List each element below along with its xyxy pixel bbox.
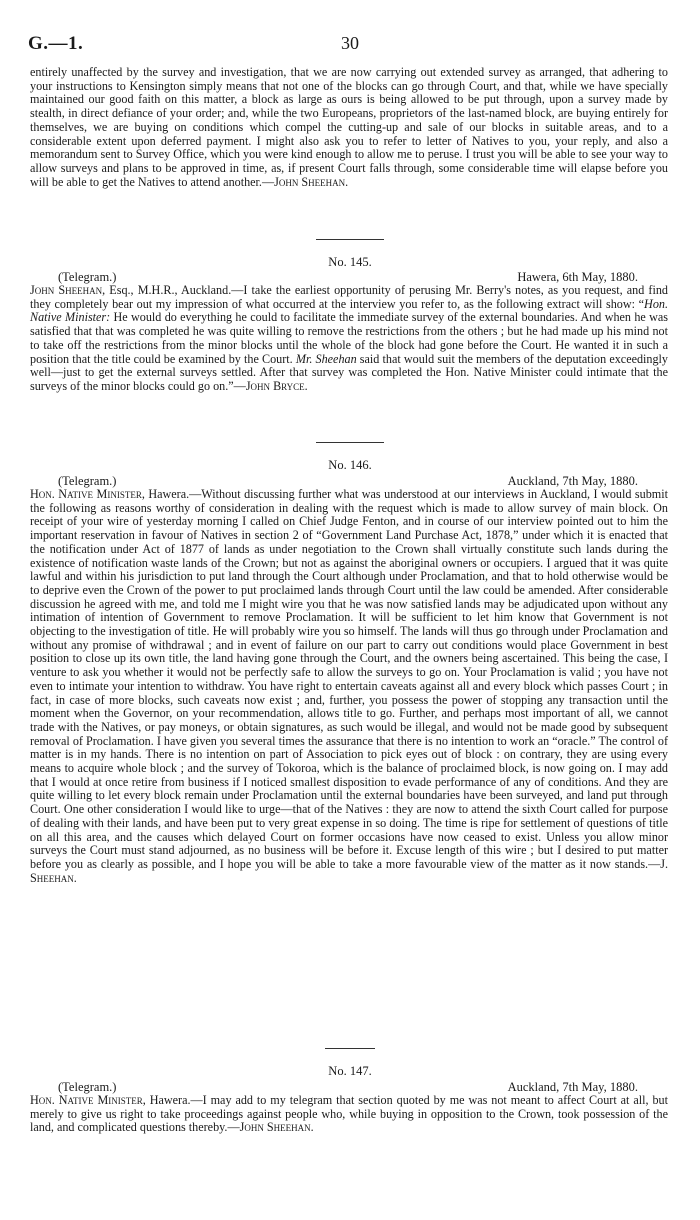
telegram-signature: John Bryce. bbox=[245, 378, 308, 393]
telegram-place-date: Auckland, 7th May, 1880. bbox=[507, 1080, 638, 1094]
telegram-place-date: Hawera, 6th May, 1880. bbox=[517, 270, 638, 284]
telegram-text: , Esq., M.H.R., Auckland.—I take the earliest opportunity of perusing Mr. Berry's notes, as you request, and find they completely bear out my impression of what occurred at the interview you refer to, as the following extract will show: “ bbox=[30, 283, 668, 311]
section-rule bbox=[325, 1048, 375, 1049]
telegram-body bbox=[30, 1094, 668, 1135]
section-rule bbox=[316, 442, 384, 443]
telegram-kind: (Telegram.) bbox=[58, 474, 117, 488]
telegram-text: , Hawera.—Without discussing further what was understood at our interviews in Auckland, I would submit the following as reasons worthy of consideration in dealing with the request which is made to allow survey of main block. On receipt of your wire of yesterday morning I called on Chief Judge Fenton, and in course of our interview pointed out to him the important reservation in favour of Natives in section 2 of “Government Land Purchase Act, 1878,” under which it is enacted that the notification under Act of 1877 of lands as under negotiation to the Crown shall virtually constitute such lands during the existence of notification waste lands of the Crown; but not as against the aboriginal owners or occupiers. I argued that it was quite lawful and within his jurisdiction to put land through the Court although under Proclamation, and that to hold otherwise would be to deprive even the Crown of the power to put proclaimed lands through Court until the law could be amended. After considerable discussion he agreed with me, and told me I might wire you that he was now satisfied lands may be adjudicated upon without any intimation of intention of Government to remove Proclamation. It will be sufficient to let him know that Government is not objecting to the investigation of title. He will probably wire you so himself. The lands will thus go through under Proclamation and without any promise of withdrawal ; and in event of failure on our part to carry out conditions would place Government in best position to close up its own title, the land having gone through the Court, and the owners being ascertained. This being the case, I venture to ask you whether it would not be perfectly safe to allow the surveys to go on. Your Proclamation is valid ; you have not even to intimate your intention to withdraw. You have right to entertain caveats against all and every block which passes Court ; in fact, in case of more blocks, such caveats now exist ; and, further, you possess the power of stopping any transaction until the moment when the Governor, on your recommendation, allows title to go. Further, and perhaps most important of all, we cannot trade with the Natives, or pay moneys, or obtain signatures, as such would be illegal, and would not be made good by subsequent removal of Proclamation. I have given you several times the assurance that there is no intention to work an “oracle.” The control of matter is in my hands. There is no intention on part of Association to pick eyes out of block : on contrary, they are using every means to acquire whole block ; and the survey of Tokoroa, which is the balance of proclaimed block, is now going on. I may add that I would at once retire from business if I noticed smallest disposition to evade performance of any of conditions. And they are quite willing to let every block remain under Proclamation until the external boundaries have been surveyed, and land put through Court. One other consideration I would like to urge—that of the Natives : they are now to attend the sixth Court called for purpose of dealing with their lands, and have been put to very great expense in so doing. The time is ripe for settlement of questions of title on all this area, and the causes which delayed Court on former occasions have now ceased to exist. Unless you allow minor surveys the Court must stand adjourned, as no business will be before it. Excuse length of this wire ; but I desired to put matter before you as clearly as possible, and I hope you will be able to take a more favourable view of the matter as it now stands.— bbox=[30, 487, 668, 871]
telegram-number: No. 147. bbox=[328, 1064, 372, 1078]
telegram-signature: John Sheehan. bbox=[239, 1120, 314, 1135]
section-rule bbox=[316, 239, 384, 240]
telegram-quote-speaker: Hon. Native Minister: bbox=[30, 296, 668, 325]
telegram-addressee: John Sheehan bbox=[30, 283, 103, 297]
telegram-addressee: Hon. Native Minister bbox=[30, 487, 142, 501]
page-number: 30 bbox=[341, 33, 359, 53]
intro-text: entirely unaffected by the survey and investigation, that we are now carrying out extended survey as arranged, that adhering to your instructions to Kensington simply means that not one of the blocks can go through Court, and that, while we have specially maintained our good faith on this matter, a block as large as ours is being allowed to be put through, upon a survey made by stealth, in direct defiance of your order; and, while the two Europeans, proprietors of the last-named block, are buying entirely for themselves, we are buying on conditions which compel the cutting-up and sale of our blocks in suitable areas, and to a considerable extent upon deferred payment. I might also ask you to refer to letter of Natives to you, your reply, and also a memorandum sent to Survey Office, which you were kind enough to allow me to peruse. I trust you will be able to see your way to allow surveys and plans to be approved in time, as, if present Court falls through, some considerable time will elapse before you will be able to get the Natives to attend another.— bbox=[30, 65, 668, 189]
telegram-text: said that would suit the members of the deputation exceedingly well—just to get the external surveys settled. After that survey was completed the Hon. Native Minister could intimate that the surveys of the minor blocks could go on.”— bbox=[30, 351, 668, 393]
telegram-kind: (Telegram.) bbox=[58, 270, 117, 284]
telegram-addressee: Hon. Native Minister bbox=[30, 1093, 143, 1107]
telegram-kind: (Telegram.) bbox=[58, 1080, 117, 1094]
telegram-place-date: Auckland, 7th May, 1880. bbox=[507, 474, 638, 488]
intro-paragraph bbox=[30, 66, 668, 189]
telegram-quote-name: Mr. Sheehan bbox=[295, 351, 357, 366]
telegram-text: He would do everything he could to facilitate the immediate survey of the external boundaries. And when he was satisfied that that was completed he was quite willing to remove the restrictions from the others ; but he had made up his mind not to take off the restrictions from the minor blocks until the whole of the block had gone before the Court. He wanted it in such a position that the title could be examined by the Court. bbox=[30, 310, 668, 366]
telegram-text: , Hawera.—I may add to my telegram that section quoted by me was not meant to affect Court at all, but merely to give us right to take proceedings against people who, while buying in opposition to the Crown, took possession of the land, and complicated questions thereby.— bbox=[30, 1093, 668, 1135]
telegram-number: No. 146. bbox=[328, 458, 372, 472]
series-reference: G.—1. bbox=[28, 33, 84, 54]
telegram-signature: J. Sheehan. bbox=[30, 856, 668, 885]
telegram-body bbox=[30, 488, 668, 885]
telegram-number: No. 145. bbox=[328, 255, 372, 269]
telegram-body bbox=[30, 284, 668, 394]
intro-signature: John Sheehan. bbox=[274, 174, 349, 189]
